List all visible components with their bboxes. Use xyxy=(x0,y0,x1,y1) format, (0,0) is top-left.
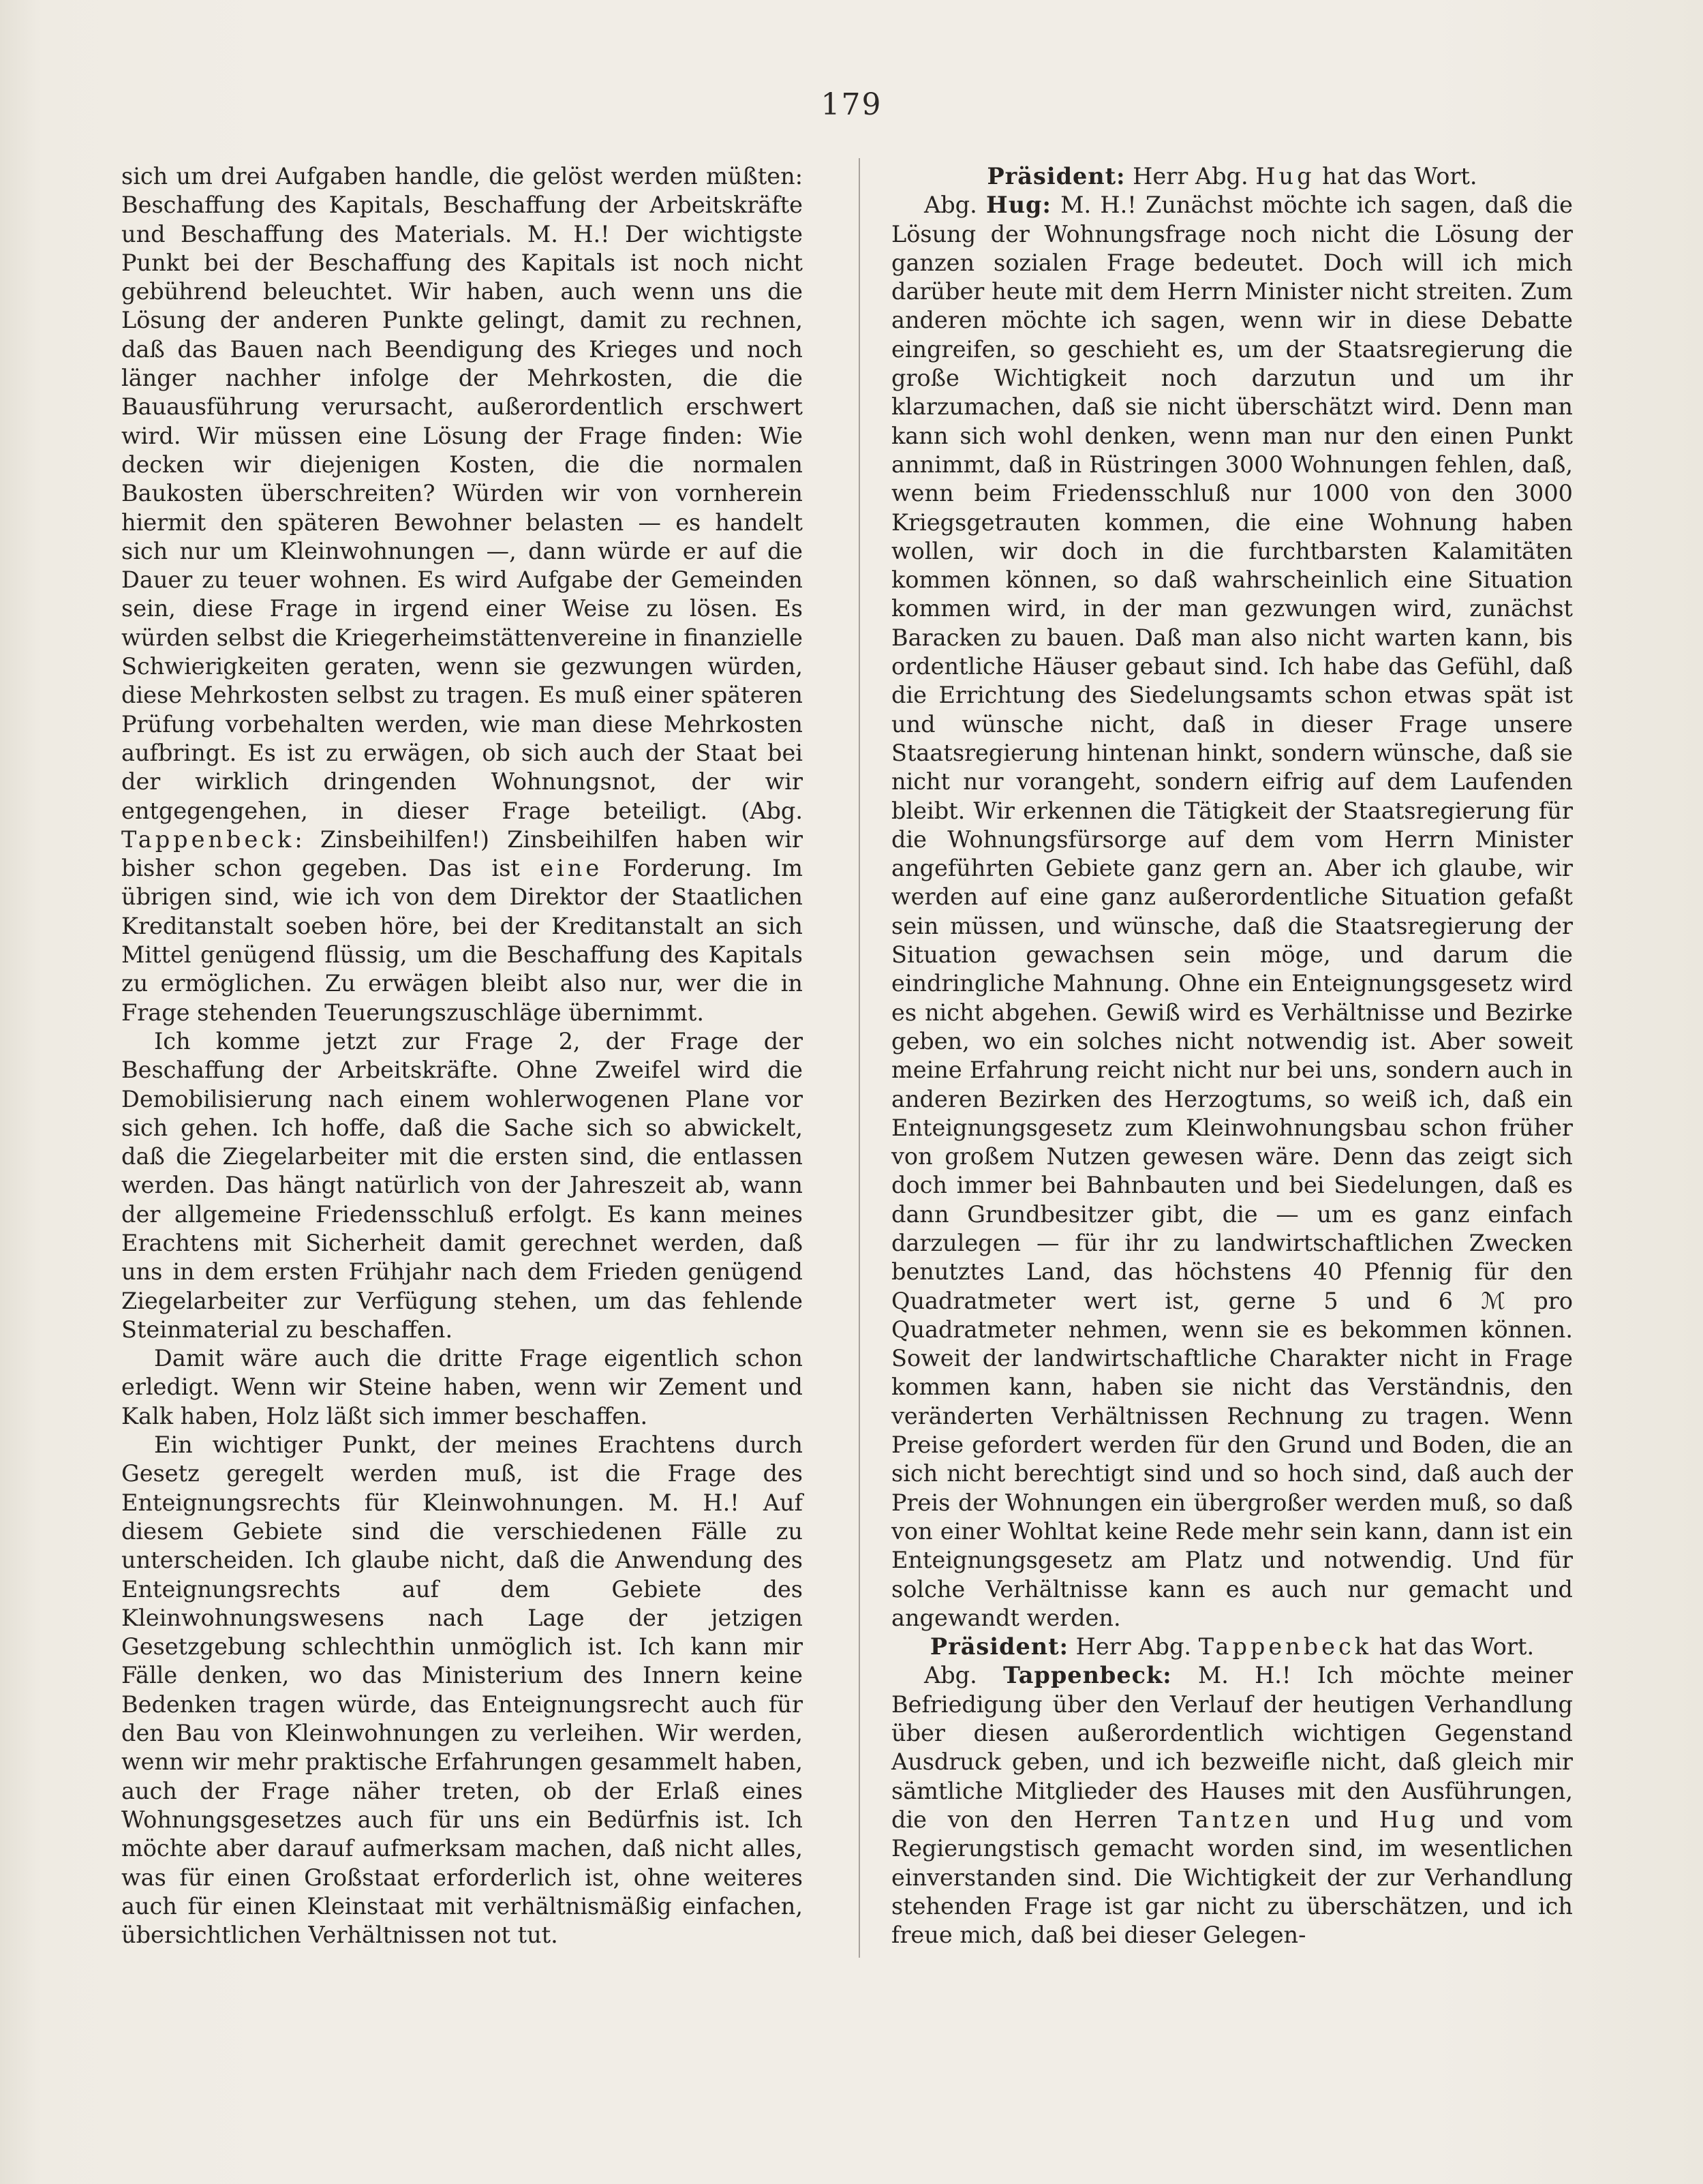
tappenbeck-speech xyxy=(891,1661,1573,1950)
left-paragraph-4: Ein wichtiger Punkt, der meines Erachtens durch Gesetz geregelt werden muß, ist die Frage des Enteignungsrechts für Kleinwohnungen. M. H.! Auf diesem Gebiete sind die verschiedenen Fälle zu unterscheiden. Ich glaube nicht, daß die Anwendung des Enteignungsrechts auf dem Gebiete des Kleinwohnungswesens nach Lage der jetzigen Gesetzgebung schlechthin unmöglich ist. Ich kann mir Fälle denken, wo das Ministerium des Innern keine Bedenken tragen würde, das Enteignungsrecht auch für den Bau von Kleinwohnungen zu verleihen. Wir werden, wenn wir mehr praktische Erfahrungen gesammelt haben, auch der Frage näher treten, ob der Erlaß eines Wohnungsgesetzes auch für uns ein Bedürfnis ist. Ich möchte aber darauf aufmerksam machen, daß nicht alles, was für einen Großstaat erforderlich ist, ohne weiteres auch für einen Kleinstaat mit verhältnismäßig einfachen, übersichtlichen Verhältnissen not tut. xyxy=(121,1431,803,1949)
left-column xyxy=(121,162,803,1950)
right-column xyxy=(891,162,1573,1950)
interjection-text: : Zinsbeihilfen!) Zinsbeihilfen haben wir bisher schon gegeben. Das ist xyxy=(121,825,803,882)
statement-text: Herr Abg. xyxy=(1133,163,1248,189)
speaker-name: Hug: xyxy=(986,192,1052,219)
speaker-name: Tappenbeck: xyxy=(1002,1662,1172,1689)
speaker-prefix: Abg. xyxy=(924,192,977,219)
paragraph-text: Forderung. Im übrigen sind, wie ich von dem Direktor der Staatlichen Kreditanstalt soeben höre, bei der Kreditanstalt an sich Mittel genügend flüssig, um die Beschaffung des Kapitals zu ermöglichen. Zu erwägen bleibt also nur, wer die in Frage stehenden Teuerungszuschläge übernimmt. xyxy=(121,855,803,1026)
speaker-label: Präsident: xyxy=(987,163,1126,189)
speaker-name: Hug xyxy=(1255,163,1315,189)
hug-speech xyxy=(891,191,1573,1633)
speech-text: und vom Regierungstisch gemacht worden sind, im wesentlichen einverstanden sind. Die Wichtigkeit der zur Verhandlung stehenden Frage ist gar nicht zu überschätzen, und ich freue mich, daß bei dieser Gelegen- xyxy=(891,1806,1574,1949)
speaker-name: Tappenbeck xyxy=(1198,1633,1372,1660)
president-statement-1 xyxy=(891,162,1573,191)
speech-text: M. H.! Ich möchte meiner Befriedigung über den Verlauf der heutigen Verhandlung über diesen außerordentlich wichtigen Gegenstand Ausdruck geben, und ich bezweifle nicht, daß gleich mir sämtliche Mitglieder des Hauses mit den Ausführungen, die von den Herren xyxy=(891,1662,1573,1833)
statement-text: hat das Wort. xyxy=(1322,163,1477,189)
speech-text: und xyxy=(1314,1806,1359,1833)
statement-text: hat das Wort. xyxy=(1379,1633,1535,1660)
president-statement-2 xyxy=(891,1633,1573,1661)
left-paragraph-2: Ich komme jetzt zur Frage 2, der Frage der Beschaffung der Arbeitskräfte. Ohne Zweifel wird die Demobilisierung nach einem wohlerwogenen Plane vor sich gehen. Ich hoffe, daß die Sache sich so abwickelt, daß die Ziegelarbeiter mit die ersten sind, die entlassen werden. Das hängt natürlich von der Jahreszeit ab, wann der allgemeine Friedensschluß erfolgt. Es kann meines Erachtens mit Sicherheit damit gerechnet werden, daß uns in dem ersten Frühjahr nach dem Frieden genügend Ziegelarbeiter zur Verfügung stehen, um das fehlende Steinmaterial zu beschaffen. xyxy=(121,1027,803,1343)
left-paragraph-3: Damit wäre auch die dritte Frage eigentlich schon erledigt. Wenn wir Steine haben, wenn wir Zement und Kalk haben, Holz läßt sich immer beschaffen. xyxy=(121,1345,803,1429)
mentioned-name: Hug xyxy=(1379,1806,1439,1833)
page-number: 179 xyxy=(820,87,883,122)
left-paragraph-1 xyxy=(121,162,803,1027)
interjection-speaker: Tappenbeck xyxy=(121,825,295,853)
statement-text: Herr Abg. xyxy=(1075,1633,1192,1660)
column-divider xyxy=(859,158,860,1958)
emphasized-word: eine xyxy=(540,855,603,882)
speaker-prefix: Abg. xyxy=(924,1662,977,1689)
speech-text: M. H.! Zunächst möchte ich sagen, daß die Lösung der Wohnungsfrage noch nicht die Lösung der ganzen sozialen Frage bedeutet. Doch will ich mich darüber heute mit dem Herrn Minister nicht streiten. Zum anderen möchte ich sagen, wenn wir in diese Debatte eingreifen, so geschieht es, um der Staatsregierung die große Wichtigkeit noch darzutun und um ihr klarzumachen, daß sie nicht überschätzt wird. Denn man kann sich wohl denken, wenn man nur den einen Punkt annimmt, daß in Rüstringen 3000 Wohnungen fehlen, daß, wenn beim Friedensschluß nur 1000 von den 3000 Kriegsgetrauten kommen, die eine Wohnung haben wollen, wir doch in die furchtbarsten Kalamitäten kommen können, so daß wahrscheinlich eine Situation kommen wird, in der man gezwungen wird, zunächst Baracken zu bauen. Daß man also nicht warten kann, bis ordentliche Häuser gebaut sind. Ich habe das Gefühl, daß die Errichtung des Siedelungsamts schon etwas spät ist und wünsche nicht, daß in dieser Frage unsere Staatsregierung hintenan hinkt, sondern wünsche, daß sie nicht nur vorangeht, sondern eifrig auf dem Laufenden bleibt. Wir erkennen die Tätigkeit der Staatsregierung für die Wohnungsfürsorge auf dem vom Herrn Minister angeführten Gebiete ganz gern an. Aber ich glaube, wir werden auf eine ganz außerordentliche Situation gefaßt sein müssen, und wünsche, daß die Staatsregierung der Situation gewachsen sein möge, und darum die eindringliche Mahnung. Ohne ein Enteignungsgesetz wird es nicht abgehen. Gewiß wird es Verhältnisse und Bezirke geben, wo ein solches nicht notwendig ist. Aber soweit meine Erfahrung reicht nicht nur bei uns, sondern auch in anderen Bezirken des Herzogtums, so weiß ich, daß ein Enteignungsgesetz zum Kleinwohnungsbau schon früher von großem Nutzen gewesen wäre. Denn das zeigt sich doch immer bei Bahnbauten und bei Siedelungen, daß es dann Grundbesitzer gibt, die — um es ganz einfach darzulegen — für ihr zu landwirtschaftlichen Zwecken benutztes Land, das höchstens 40 Pfennig für den Quadratmeter wert ist, gerne 5 und 6 ℳ pro Quadratmeter nehmen, wenn sie es bekommen können. Soweit der landwirtschaftliche Charakter nicht in Frage kommen kann, haben sie nicht das Verständnis, den veränderten Verhältnissen Rechnung zu tragen. Wenn Preise gefordert werden für den Grund und Boden, die an sich nicht berechtigt sind und so hoch sind, daß auch der Preis der Wohnungen ein übergroßer werden muß, so daß von einer Wohltat keine Rede mehr sein kann, dann ist ein Enteignungsgesetz am Platz und notwendig. Und für solche Verhältnisse kann es auch nur gemacht und angewandt werden. xyxy=(891,192,1573,1631)
paragraph-text: sich um drei Aufgaben handle, die gelöst werden müßten: Beschaffung des Kapitals, Beschaffung der Arbeitskräfte und Beschaffung des Materials. M. H.! Der wichtigste Punkt bei der Beschaffung des Kapitals ist noch nicht gebührend beleuchtet. Wir haben, auch wenn uns die Lösung der anderen Punkte gelingt, damit zu rechnen, daß das Bauen nach Beendigung des Krieges und noch länger nachher infolge der Mehrkosten, die die Bauausführung verursacht, außerordentlich erschwert wird. Wir müssen eine Lösung der Frage finden: Wie decken wir diejenigen Kosten, die die normalen Baukosten überschreiten? Würden wir von vornherein hiermit den späteren Bewohner belasten — es handelt sich nur um Kleinwohnungen —, dann würde er auf die Dauer zu teuer wohnen. Es wird Aufgabe der Gemeinden sein, diese Frage in irgend einer Weise zu lösen. Es würden selbst die Kriegerheimstättenvereine in finanzielle Schwierigkeiten geraten, wenn sie gezwungen würden, diese Mehrkosten selbst zu tragen. Es muß einer späteren Prüfung vorbehalten werden, wie man diese Mehrkosten aufbringt. Es ist zu erwägen, ob sich auch der Staat bei der wirklich dringenden Wohnungsnot, der wir entgegengehen, in dieser Frage beteiligt. (Abg. xyxy=(121,163,803,824)
mentioned-name: Tantzen xyxy=(1178,1806,1293,1833)
speaker-label: Präsident: xyxy=(930,1633,1069,1660)
